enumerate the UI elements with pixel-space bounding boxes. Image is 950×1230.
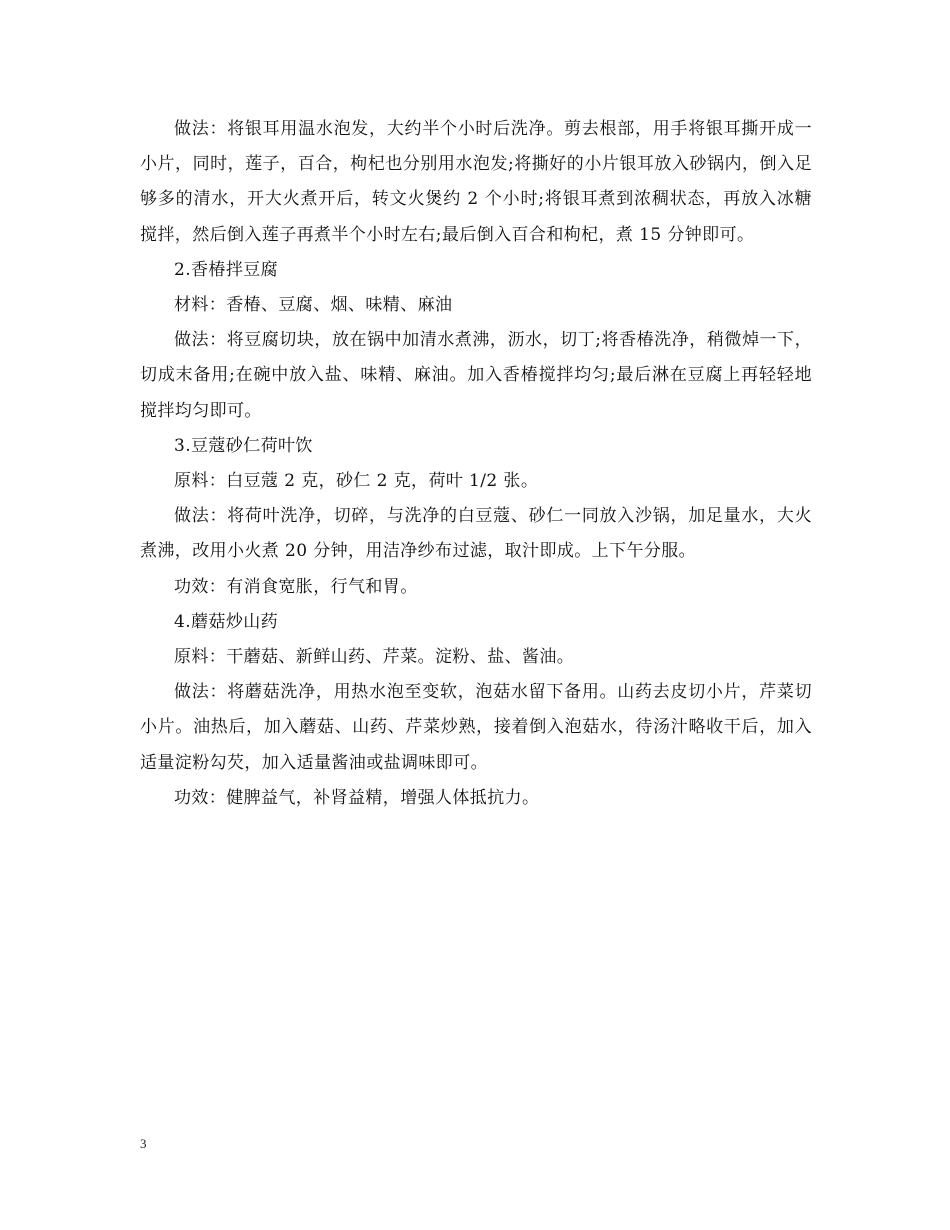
- recipe-heading-2: 2.香椿拌豆腐: [174, 259, 279, 280]
- recipe-heading-3: 3.豆蔻砂仁荷叶饮: [174, 435, 313, 456]
- ingredients-paragraph-4: 原料：干蘑菇、新鲜山药、芹菜。淀粉、盐、酱油。: [174, 647, 575, 668]
- effect-paragraph-3: 功效：有消食宽胀，行气和胃。: [174, 576, 418, 597]
- method-paragraph-2: 做法：将豆腐切块，放在锅中加清水煮沸，沥水，切丁;将香椿洗净，稍微焯一下，切成末备用;在碗中放入盐、味精、麻油。加入香椿搅拌均匀;最后淋在豆腐上再轻轻地搅拌均匀即可。: [140, 330, 812, 421]
- page-number: 3: [140, 1136, 147, 1151]
- ingredients-paragraph-2: 材料：香椿、豆腐、烟、味精、麻油: [174, 295, 453, 316]
- method-paragraph-1: 做法：将银耳用温水泡发，大约半个小时后洗净。剪去根部，用手将银耳撕开成一小片，同时，莲子，百合，枸杞也分别用水泡发;将撕好的小片银耳放入砂锅内，倒入足够多的清水，开大火煮开后，转文火煲约 2 个小时;将银耳煮到浓稠状态，再放入冰糖搅拌，然后倒入莲子再煮半个小时左右;最后倒入百合和枸杞，煮 15 分钟即可。: [140, 119, 812, 245]
- method-paragraph-3: 做法：将荷叶洗净，切碎，与洗净的白豆蔻、砂仁一同放入沙锅，加足量水，大火煮沸，改用小火煮 20 分钟，用洁净纱布过滤，取汁即成。上下午分服。: [140, 506, 812, 562]
- effect-paragraph-4: 功效：健脾益气，补肾益精，增强人体抵抗力。: [174, 787, 540, 808]
- recipe-heading-4: 4.蘑菇炒山药: [174, 611, 279, 632]
- method-paragraph-4: 做法：将蘑菇洗净，用热水泡至变软，泡菇水留下备用。山药去皮切小片，芹菜切小片。油热后，加入蘑菇、山药、芹菜炒熟，接着倒入泡菇水，待汤汁略收干后，加入适量淀粉勾芡，加入适量酱油或盐调味即可。: [140, 682, 812, 773]
- ingredients-paragraph-3: 原料：白豆蔻 2 克，砂仁 2 克，荷叶 1/2 张。: [174, 471, 539, 492]
- document-body: [140, 112, 812, 816]
